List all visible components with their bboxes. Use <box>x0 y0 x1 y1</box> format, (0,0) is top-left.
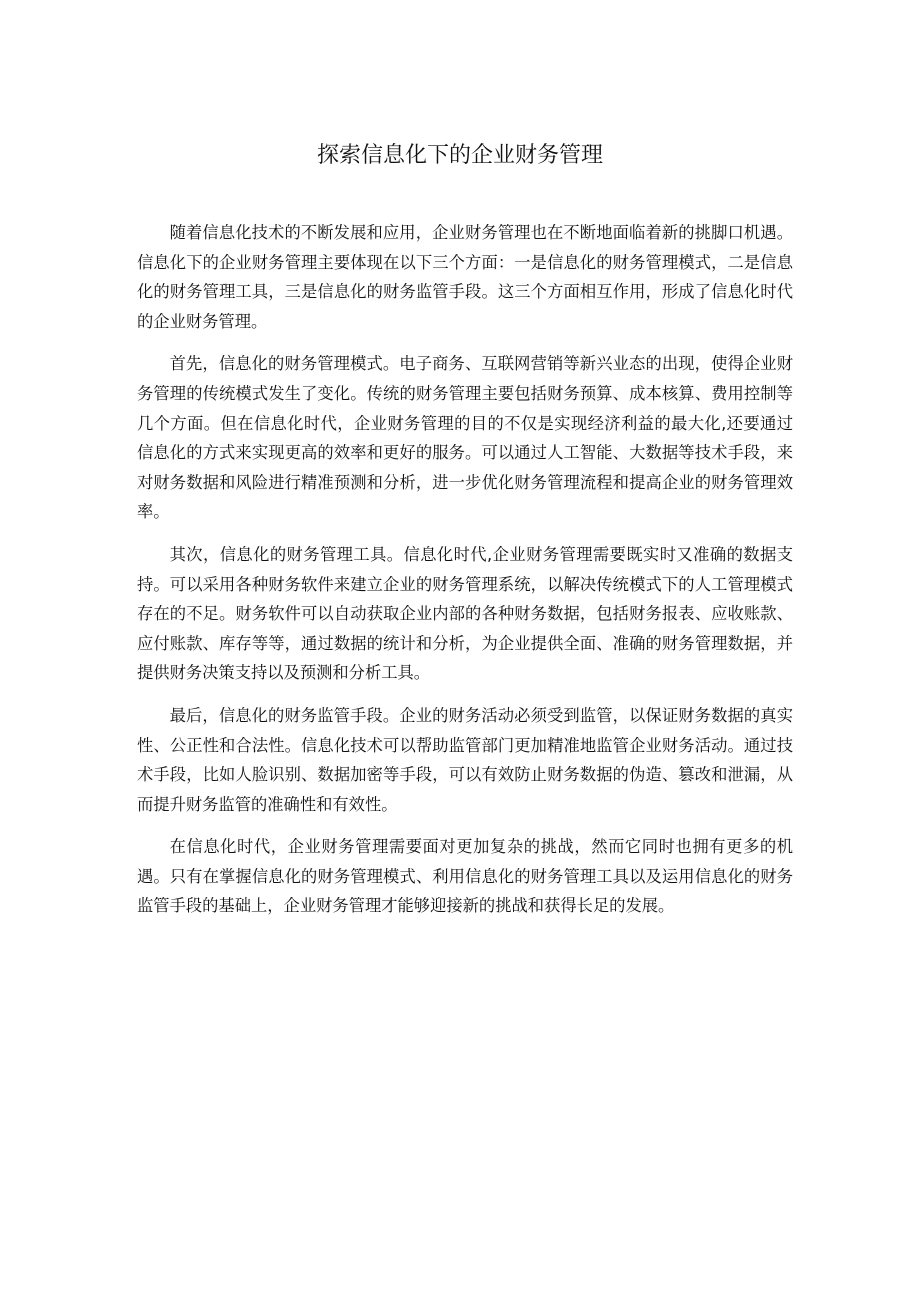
document-title: 探索信息化下的企业财务管理 <box>316 143 603 168</box>
paragraph-management-mode: 首先，信息化的财务管理模式。电子商务、互联网营销等新兴业态的出现，使得企业财务管理的传统模式发生了变化。传统的财务管理主要包括财务预算、成本核算、费用控制等几个方面。但在信息化时代，企业财务管理的目的不仅是实现经济利益的最大化,还要通过信息化的方式来实现更高的效率和更好的服务。可以通过人工智能、大数据等技术手段，来对财务数据和风险进行精准预测和分析，进一步优化财务管理流程和提高企业的财务管理效率。 <box>137 354 793 522</box>
paragraph-conclusion: 在信息化时代，企业财务管理需要面对更加复杂的挑战，然而它同时也拥有更多的机遇。只有在掌握信息化的财务管理模式、利用信息化的财务管理工具以及运用信息化的财务监管手段的基础上，企业财务管理才能够迎接新的挑战和获得长足的发展。 <box>137 837 793 916</box>
paragraph-intro: 随着信息化技术的不断发展和应用，企业财务管理也在不断地面临着新的挑脚口机遇。信息化下的企业财务管理主要体现在以下三个方面：一是信息化的财务管理模式，二是信息化的财务管理工具，三是信息化的财务监管手段。这三个方面相互作用，形成了信息化时代的企业财务管理。 <box>137 223 793 331</box>
document-body <box>137 218 793 934</box>
paragraph-supervision: 最后，信息化的财务监管手段。企业的财务活动必须受到监管，以保证财务数据的真实性、公正性和合法性。信息化技术可以帮助监管部门更加精准地监管企业财务活动。通过技术手段，比如人脸识别、数据加密等手段，可以有效防止财务数据的伪造、篡改和泄漏，从而提升财务监管的准确性和有效性。 <box>137 705 793 814</box>
paragraph-management-tools: 其次，信息化的财务管理工具。信息化时代,企业财务管理需要既实时又准确的数据支持。可以采用各种财务软件来建立企业的财务管理系统，以解决传统模式下的人工管理模式存在的不足。财务软件可以自动获取企业内部的各种财务数据，包括财务报表、应收账款、应付账款、库存等等，通过数据的统计和分析，为企业提供全面、准确的财务管理数据，并提供财务决策支持以及预测和分析工具。 <box>137 544 793 683</box>
